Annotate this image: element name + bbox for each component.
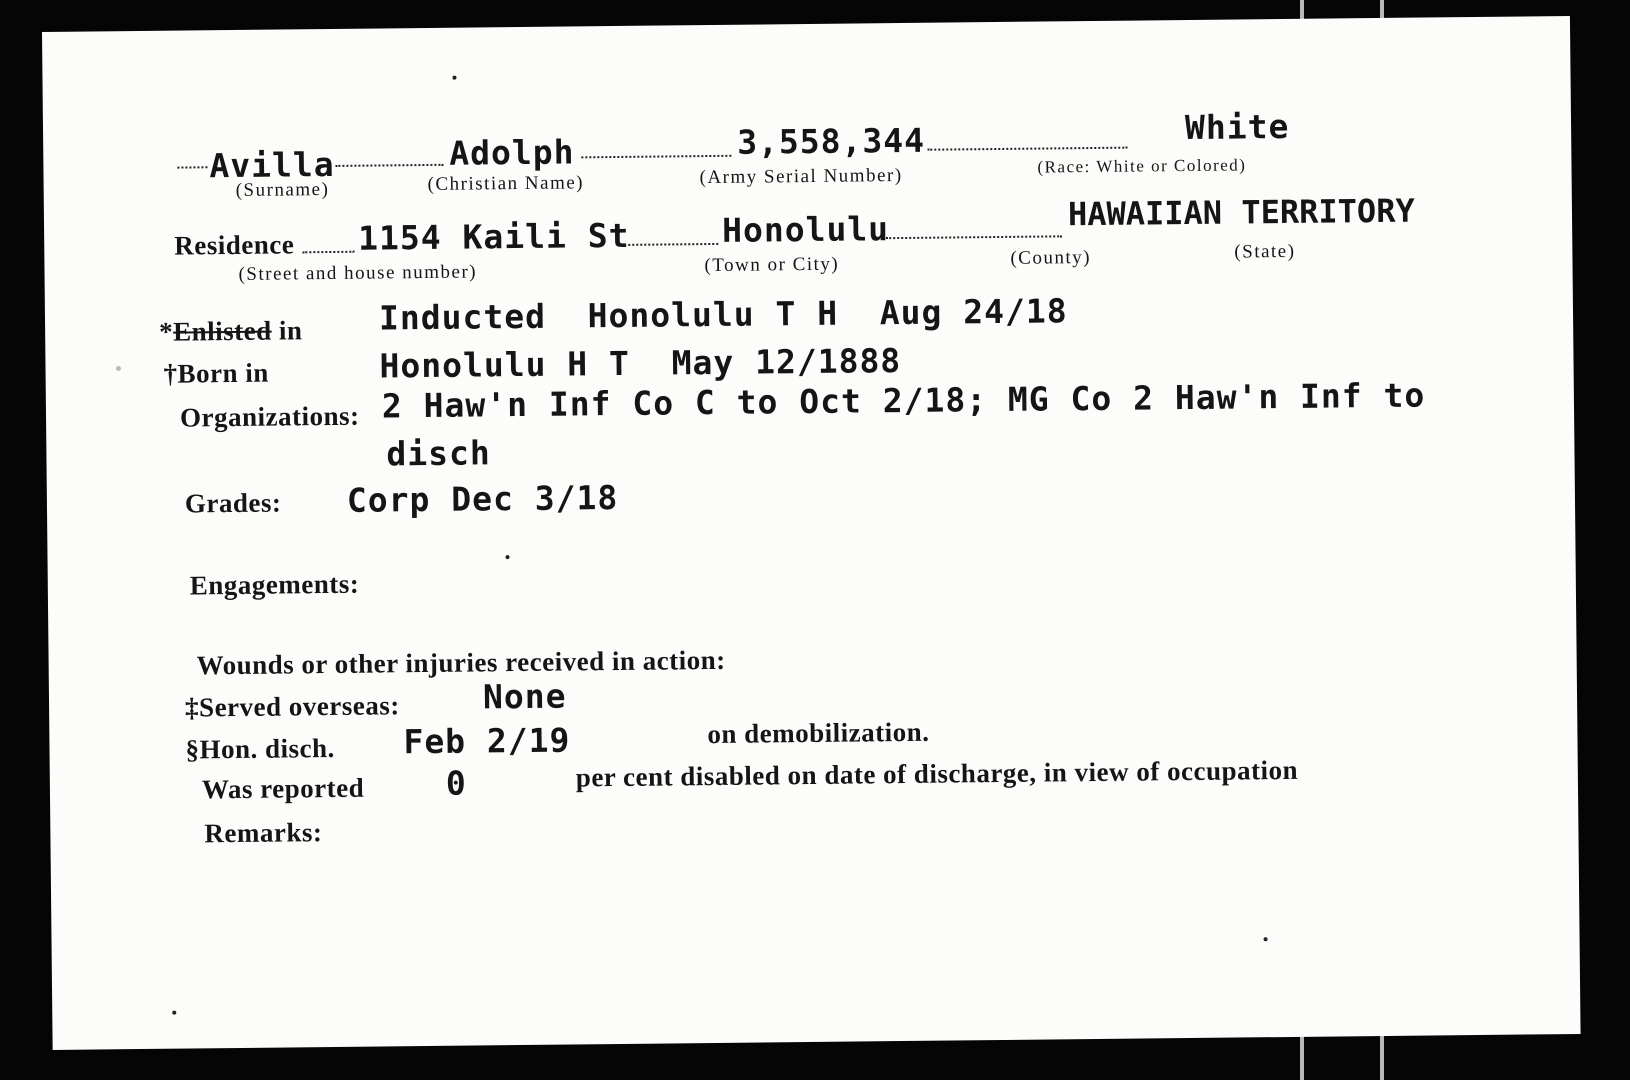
surname-caption: (Surname) [235, 178, 330, 201]
born-value: Honolulu H T May 12/1888 [379, 341, 902, 386]
race-value: White [1184, 106, 1290, 148]
disability-percent-value: 0 [445, 763, 467, 803]
fill-line [177, 166, 207, 168]
enlisted-struck-word: Enlisted [172, 315, 272, 347]
born-label: †Born in [163, 357, 270, 389]
engagements-label: Engagements: [189, 568, 360, 601]
residence-street-value: 1154 Kaili St [357, 215, 630, 258]
street-caption: (Street and house number) [238, 261, 478, 285]
residence-city-value: Honolulu [721, 209, 890, 250]
fill-line [581, 155, 731, 159]
scan-speck [506, 555, 510, 559]
discharge-label: §Hon. disch. [185, 732, 335, 765]
serial-number-value: 3,558,344 [736, 120, 926, 162]
organizations-value-line2: disch [386, 433, 491, 474]
disability-label: Was reported [201, 772, 365, 805]
enlisted-label [159, 315, 303, 347]
fill-line [335, 164, 443, 167]
residence-label: Residence [174, 229, 295, 261]
enlisted-suffix: in [271, 315, 303, 346]
county-caption: (County) [1010, 247, 1092, 269]
residence-state-value: HAWAIIAN TERRITORY [1067, 191, 1415, 234]
serial-number-caption: (Army Serial Number) [699, 164, 903, 189]
grades-label: Grades: [184, 487, 282, 519]
organizations-value-line1: 2 Haw'n Inf Co C to Oct 2/18; MG Co 2 Haw'n Inf to [381, 375, 1426, 426]
christian-name-caption: (Christian Name) [427, 172, 585, 195]
grades-value: Corp Dec 3/18 [346, 477, 619, 520]
discharge-suffix: on demobilization. [707, 716, 930, 750]
enlisted-marker: * [158, 316, 174, 347]
served-overseas-value: None [482, 676, 567, 717]
served-overseas-label: ‡Served overseas: [184, 690, 400, 723]
fill-line [886, 235, 1062, 239]
service-record-card [42, 16, 1581, 1050]
enlisted-value: Inducted Honolulu T H Aug 24/18 [378, 291, 1068, 338]
city-caption: (Town or City) [704, 253, 840, 277]
discharge-date-value: Feb 2/19 [403, 720, 571, 762]
surname-value: Avilla [209, 144, 335, 186]
scan-speck [172, 1011, 176, 1015]
scan-speck [452, 76, 456, 80]
fill-line [302, 251, 354, 254]
wounds-label: Wounds or other injuries received in action: [196, 644, 726, 681]
fill-line [620, 243, 718, 246]
christian-name-value: Adolph [449, 132, 575, 173]
organizations-label: Organizations: [179, 400, 360, 433]
scan-speck [1264, 937, 1268, 941]
remarks-label: Remarks: [204, 817, 323, 849]
scan-speck [116, 366, 121, 371]
race-caption: (Race: White or Colored) [1037, 155, 1247, 177]
state-caption: (State) [1234, 240, 1296, 263]
disability-suffix: per cent disabled on date of discharge, in view of occupation [575, 754, 1299, 793]
fill-line [927, 147, 1127, 151]
